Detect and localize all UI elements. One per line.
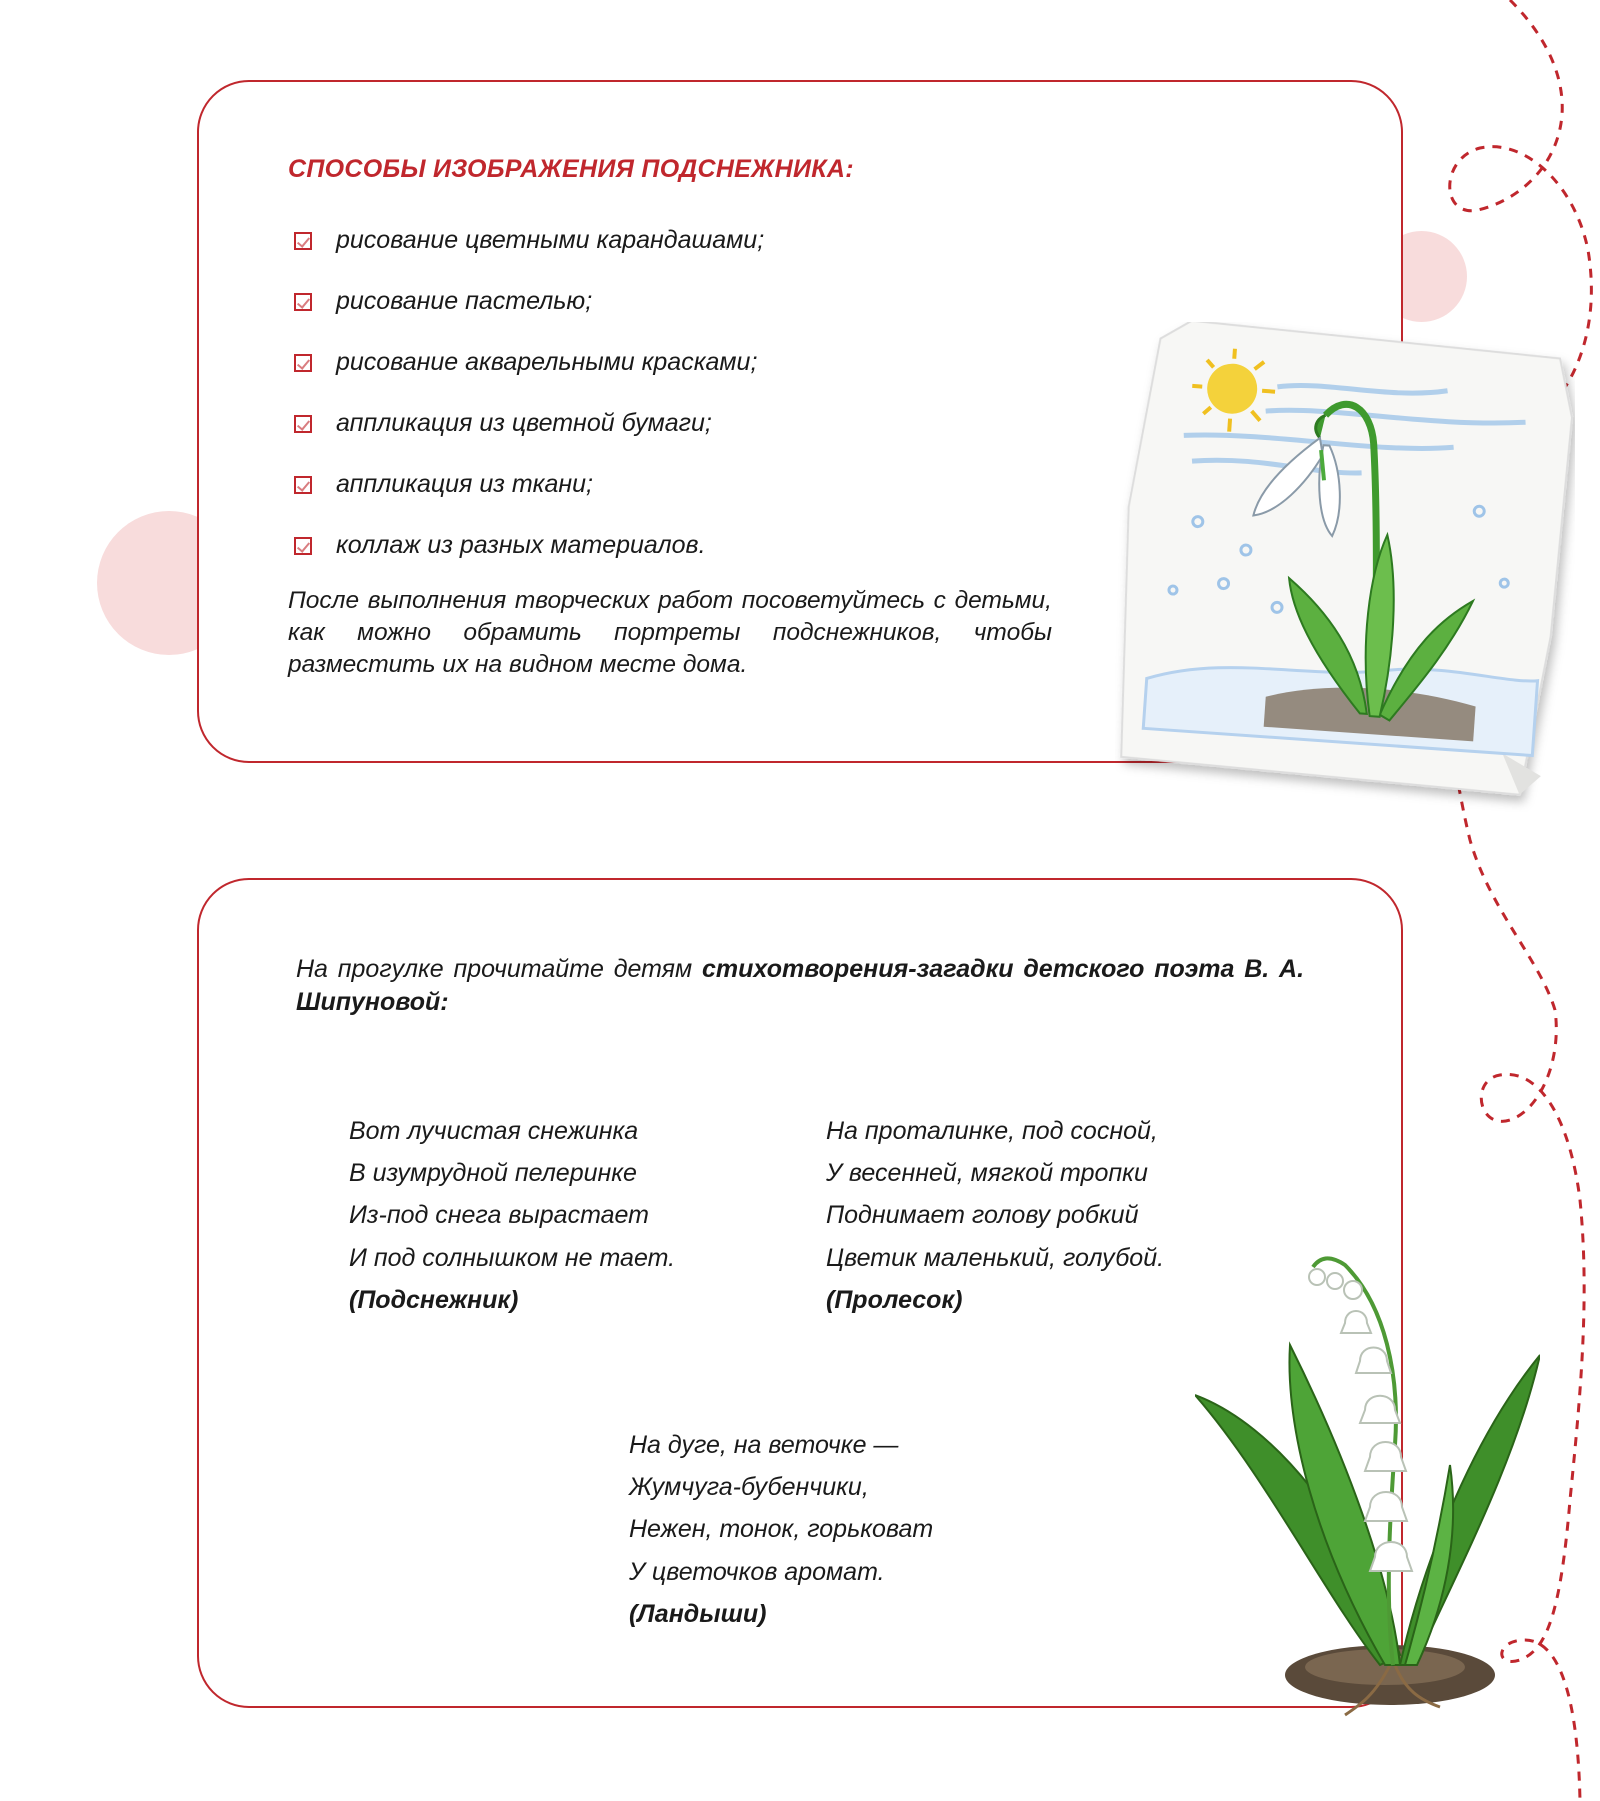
checkbox-icon — [294, 354, 312, 372]
list-item-label: рисование пастелью; — [336, 287, 593, 315]
poem-answer: (Пролесок) — [826, 1285, 963, 1314]
list-item-label: аппликация из ткани; — [336, 470, 593, 498]
advice-paragraph: После выполнения творческих работ посоветуйтесь с детьми, как можно обрамить портреты подснежников, чтобы разместить их на видном месте дома. — [288, 587, 1052, 678]
checkbox-icon — [294, 537, 312, 555]
poem-snowdrop — [349, 1110, 675, 1321]
poem-lily — [629, 1424, 933, 1635]
list-item-label: аппликация из цветной бумаги; — [336, 409, 712, 437]
poem-line: В изумрудной пелеринке — [349, 1159, 637, 1188]
poem-line: Жумчуга-бубенчики, — [629, 1473, 869, 1502]
list-item — [294, 332, 764, 393]
intro-plain: На прогулке прочитайте детям — [296, 955, 693, 983]
list-item — [294, 271, 764, 332]
poem-line: На дуге, на веточке — — [629, 1431, 899, 1459]
list-item — [294, 393, 764, 454]
intro-text — [296, 953, 1304, 1019]
checkbox-icon — [294, 293, 312, 311]
checkbox-icon — [294, 476, 312, 494]
intro-bold: стихотворения-загадки детского поэта В. А. Шипуновой: — [296, 955, 1305, 1016]
checkbox-icon — [294, 415, 312, 433]
poem-line: На проталинке, под сосной, — [826, 1117, 1158, 1145]
list-item-label: коллаж из разных материалов. — [336, 531, 706, 559]
poem-line: Вот лучистая снежинка — [349, 1117, 639, 1145]
poem-line: Поднимает голову робкий — [826, 1201, 1139, 1230]
methods-list — [294, 210, 764, 576]
list-item — [294, 515, 764, 576]
poem-line: Из-под снега вырастает — [349, 1201, 649, 1230]
section-title: СПОСОБЫ ИЗОБРАЖЕНИЯ ПОДСНЕЖНИКА: — [288, 155, 854, 183]
list-item-label: рисование акварельными красками; — [336, 348, 758, 376]
poem-line: Нежен, тонок, горьковат — [629, 1515, 934, 1544]
checkbox-icon — [294, 232, 312, 250]
poem-answer: (Ландыши) — [629, 1599, 767, 1628]
poem-line: И под солнышком не тает. — [349, 1243, 676, 1272]
poem-line: Цветик маленький, голубой. — [826, 1243, 1165, 1272]
list-item — [294, 210, 764, 271]
lily-of-the-valley-icon — [1195, 1195, 1540, 1735]
poem-line: У цветочков аромат. — [629, 1557, 885, 1586]
child-drawing-snowdrop-icon — [1115, 322, 1575, 812]
list-item — [294, 454, 764, 515]
poem-scilla — [826, 1110, 1164, 1321]
list-item-label: рисование цветными карандашами; — [336, 226, 765, 254]
poem-line: У весенней, мягкой тропки — [826, 1159, 1148, 1188]
poem-answer: (Подснежник) — [349, 1285, 519, 1314]
